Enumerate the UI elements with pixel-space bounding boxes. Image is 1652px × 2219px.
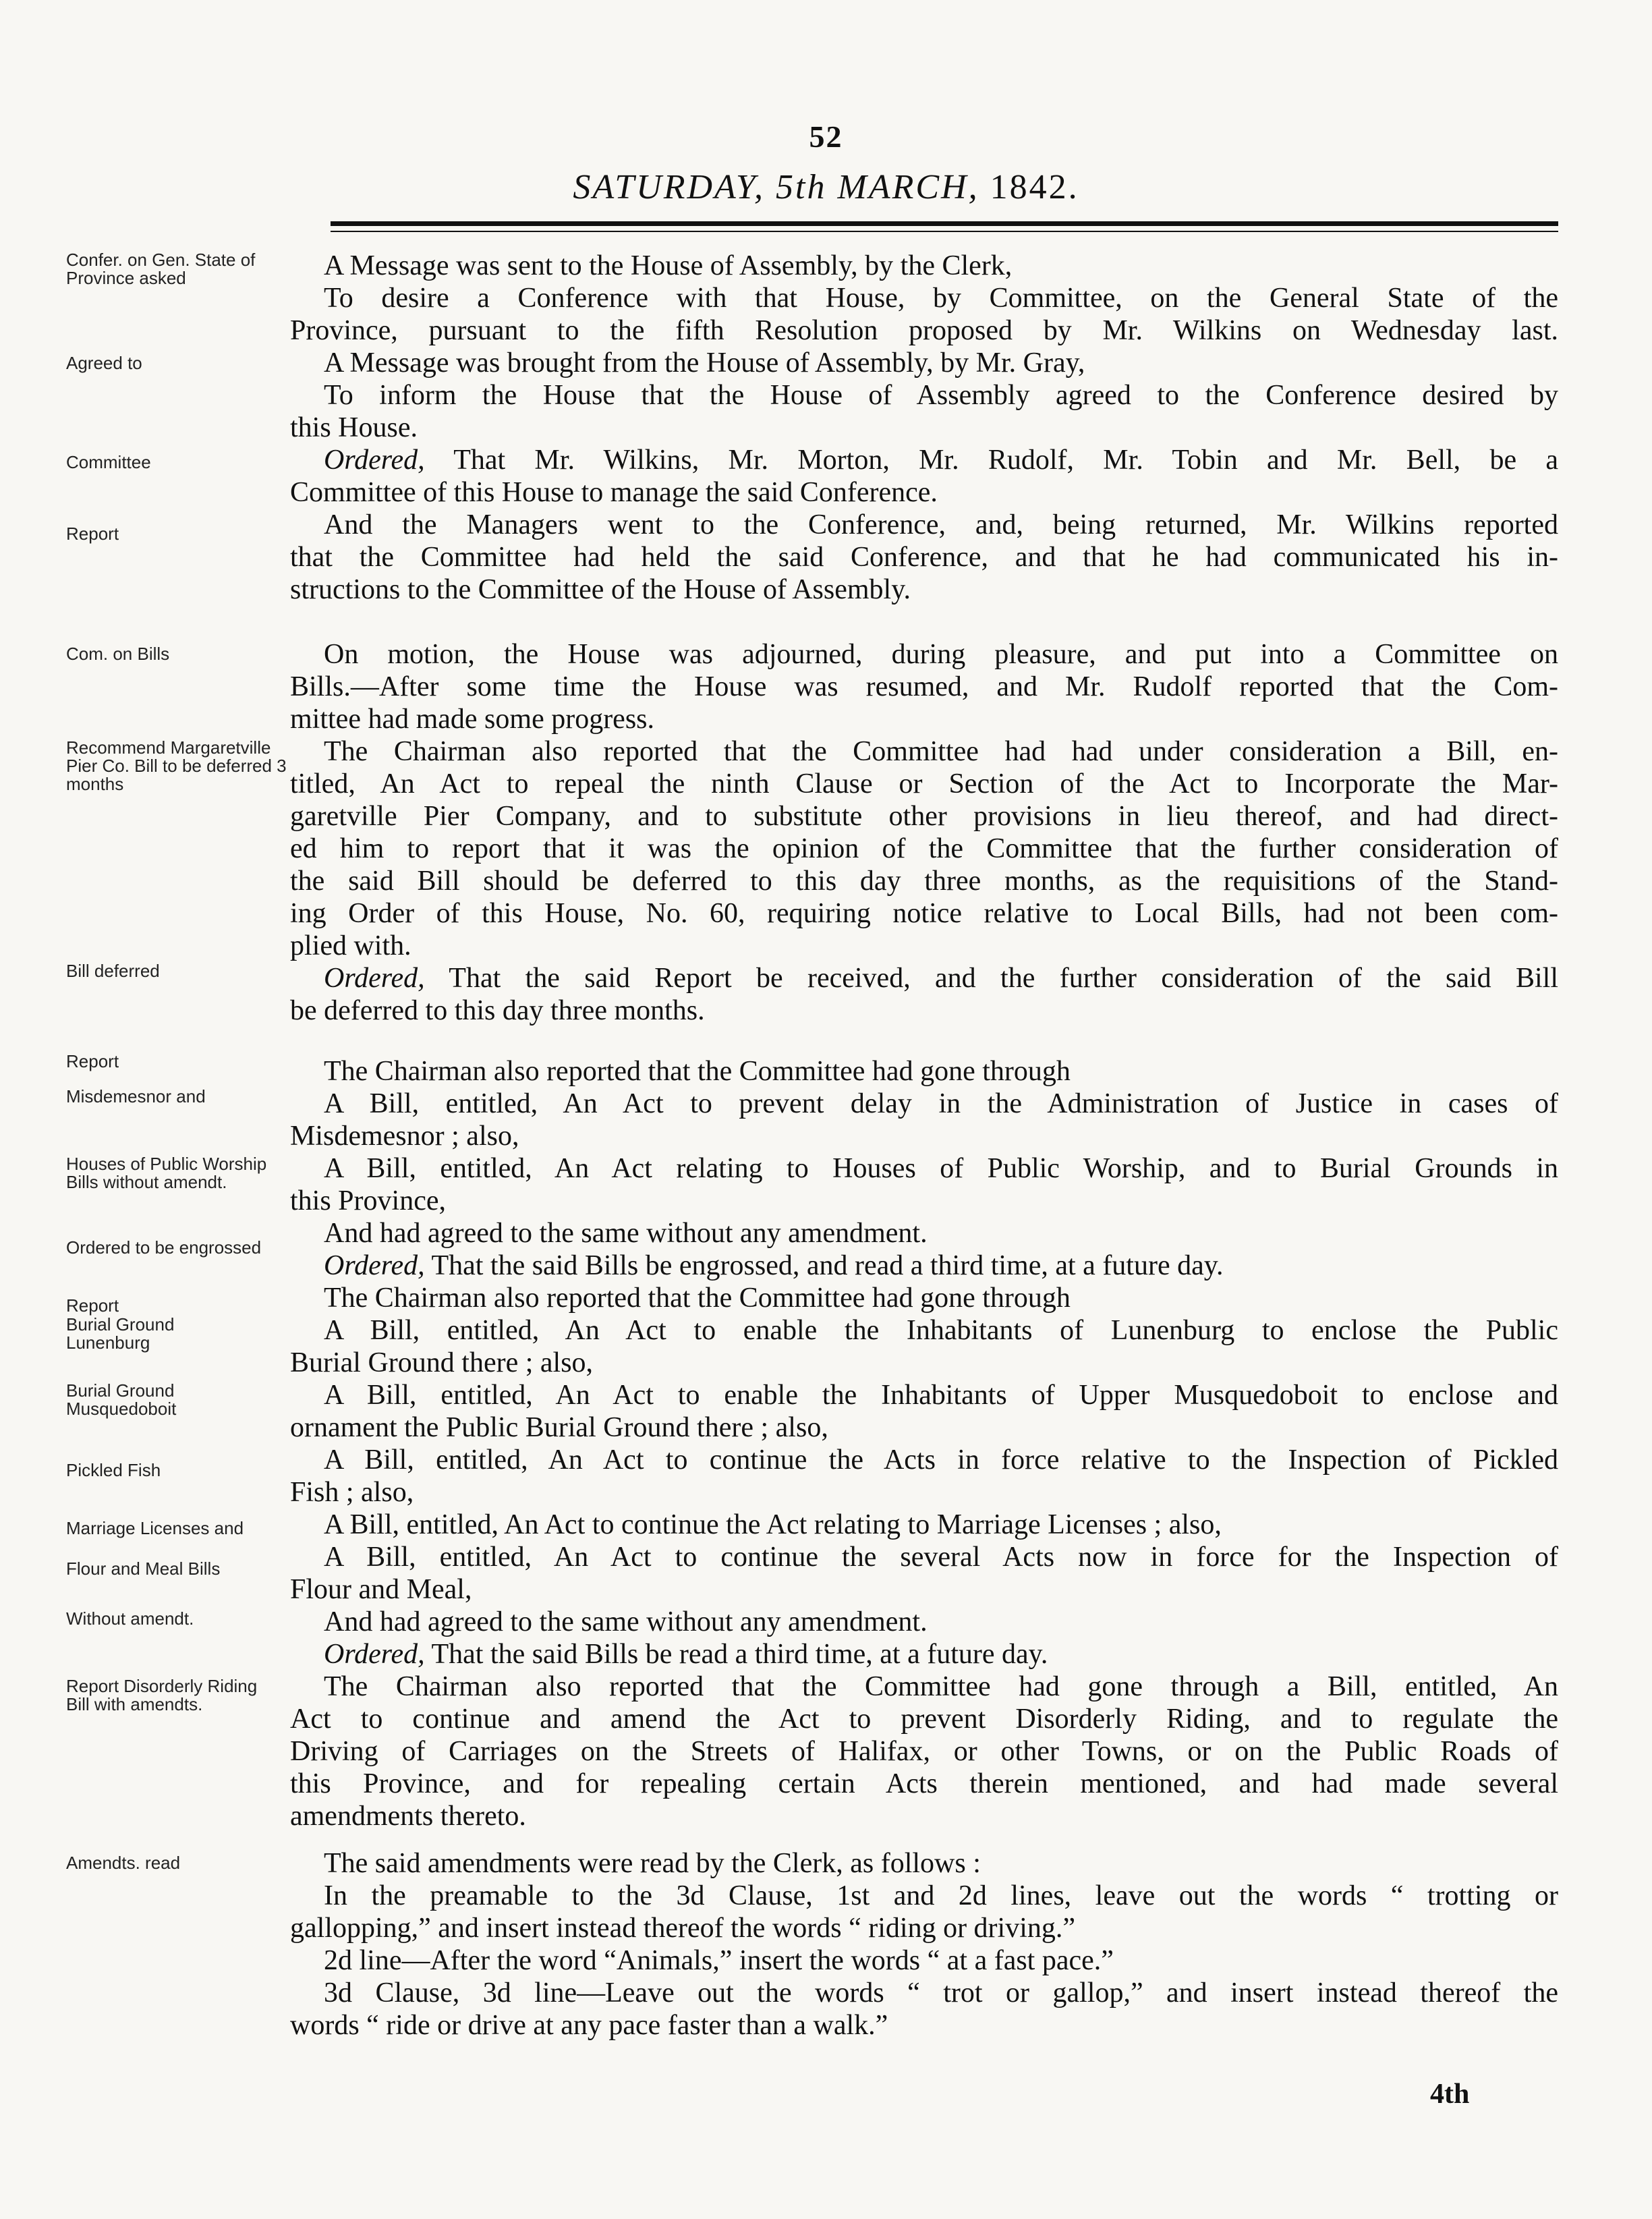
margin-note: Pickled Fish [66,1460,161,1480]
text-line: A Bill, entitled, An Act to prevent delay in the Administration of Justice in cases of [324,1088,1558,1119]
text-line: A Message was sent to the House of Assembly, by the Clerk, [324,250,1013,281]
text-line: In the preamable to the 3d Clause, 1st and 2d lines, leave out the words “ trotting or [324,1880,1558,1911]
margin-note: Amendts. read [66,1853,181,1873]
text-line: The said amendments were read by the Clerk, as follows : [324,1848,981,1879]
text-line: Committee of this House to manage the said Conference. [290,477,938,508]
text-line: Province, pursuant to the fifth Resolution proposed by Mr. Wilkins on Wednesday last. [290,315,1558,346]
date-text: SATURDAY, 5th MARCH, [573,168,979,206]
text-line: garetville Pier Company, and to substitute other provisions in lieu thereof, and had direct- [290,801,1558,832]
date-year: 1842. [990,168,1079,206]
text-line: To inform the House that the House of Assembly agreed to the Conference desired by [324,380,1558,411]
text-line: Driving of Carriages on the Streets of Halifax, or other Towns, or on the Public Roads of [290,1736,1558,1767]
ordered-lead: Ordered, [324,445,425,476]
text-line [290,963,1558,993]
text-line: And the Managers went to the Conference, and, being returned, Mr. Wilkins reported [324,509,1558,540]
text-line: that the Committee had held the said Conference, and that he had communicated his in- [290,542,1558,573]
text-line: ornament the Public Burial Ground there ; also, [290,1412,828,1443]
text-line: A Bill, entitled, An Act to enable the Inhabitants of Lunenburg to enclose the Public [324,1315,1558,1346]
text-span: That Mr. Wilkins, Mr. Morton, Mr. Rudolf, Mr. Tobin and Mr. Bell, be a [453,445,1558,476]
text-line: Fish ; also, [290,1477,414,1508]
text-line: Act to continue and amend the Act to prevent Disorderly Riding, and to regulate the [290,1704,1558,1735]
text-line: ing Order of this House, No. 60, requiring notice relative to Local Bills, had not been com- [290,898,1558,929]
text-line: be deferred to this day three months. [290,995,705,1026]
margin-note: Report [66,524,119,544]
text-line: The Chairman also reported that the Committee had gone through [324,1283,1071,1314]
margin-note: Report [66,1051,119,1071]
catchword: 4th [1430,2079,1470,2110]
text-line: Flour and Meal, [290,1574,472,1605]
text-line: To desire a Conference with that House, by Committee, on the General State of the [324,283,1558,314]
text-line: Burial Ground there ; also, [290,1347,594,1378]
text-line: The Chairman also reported that the Committee had gone through [324,1056,1071,1087]
text-line: A Bill, entitled, An Act to continue the Acts in force relative to the Inspection of Pickled [324,1444,1558,1476]
text-span: That the said Bills be engrossed, and read a third time, at a future day. [431,1250,1224,1281]
margin-note: Marriage Licenses and [66,1518,244,1538]
text-line: A Bill, entitled, An Act to continue the several Acts now in force for the Inspection of [324,1542,1558,1573]
text-line: mittee had made some progress. [290,704,655,735]
text-line: A Bill, entitled, An Act to continue the Act relating to Marriage Licenses ; also, [324,1509,1222,1540]
text-line: On motion, the House was adjourned, during pleasure, and put into a Committee on [324,639,1558,670]
margin-note: Burial Ground Lunenburg [66,1314,175,1353]
text-line: this Province, [290,1185,446,1216]
ordered-lead: Ordered, [324,1250,425,1281]
text-line: gallopping,” and insert instead thereof the words “ riding or driving.” [290,1913,1076,1944]
text-line [290,1251,1558,1281]
page-date [0,167,1652,207]
text-line: amendments thereto. [290,1801,526,1832]
margin-note: Misdemesnor and [66,1086,206,1106]
margin-note: Agreed to [66,353,142,373]
header-rule-thick [331,221,1558,226]
margin-note: Report Disorderly Riding Bill with amendts. [66,1676,258,1714]
margin-note: Houses of Public Worship Bills without amendt. [66,1154,267,1192]
text-line: A Message was brought from the House of Assembly, by Mr. Gray, [324,347,1085,378]
text-line: The Chairman also reported that the Committee had gone through a Bill, entitled, An [324,1671,1558,1702]
text-line: this Province, and for repealing certain Acts therein mentioned, and had made several [290,1768,1558,1799]
text-line: titled, An Act to repeal the ninth Clause or Section of the Act to Incorporate the Mar- [290,768,1558,799]
text-line: And had agreed to the same without any amendment. [324,1218,928,1249]
margin-note: Burial Ground Musquedoboit [66,1380,177,1419]
margin-note: Without amendt. [66,1608,194,1629]
page-number: 52 [809,119,843,154]
text-line [290,445,1558,475]
text-line: structions to the Committee of the House of Assembly. [290,574,911,605]
margin-note: Report [66,1295,119,1316]
text-line: plied with. [290,930,411,961]
text-line: 3d Clause, 3d line—Leave out the words “ trot or gallop,” and insert instead thereof the [324,1977,1558,2009]
text-line: Bills.—After some time the House was resumed, and Mr. Rudolf reported that the Com- [290,671,1558,702]
text-line: the said Bill should be deferred to this day three months, as the requisitions of the Stand- [290,866,1558,897]
text-line: words “ ride or drive at any pace faster than a walk.” [290,2010,888,2041]
margin-note: Recommend Margaretville Pier Co. Bill to be deferred 3 months [66,737,287,794]
margin-note: Committee [66,452,151,472]
header-rule-thin [331,231,1558,232]
margin-note: Ordered to be engrossed [66,1237,262,1258]
text-line: A Bill, entitled, An Act to enable the Inhabitants of Upper Musquedoboit to enclose and [324,1380,1558,1411]
text-line: this House. [290,412,418,443]
ordered-lead: Ordered, [324,1639,425,1670]
text-line: The Chairman also reported that the Committee had had under consideration a Bill, en- [324,736,1558,767]
margin-note: Com. on Bills [66,644,170,664]
margin-note: Flour and Meal Bills [66,1558,221,1579]
text-line: A Bill, entitled, An Act relating to Houses of Public Worship, and to Burial Grounds in [324,1153,1558,1184]
text-span: That the said Report be received, and the further consideration of the said Bill [449,963,1559,994]
margin-note: Bill deferred [66,961,160,981]
margin-note: Confer. on Gen. State of Province asked [66,250,256,288]
text-line [290,1639,1558,1669]
text-line: And had agreed to the same without any amendment. [324,1606,928,1637]
text-line: ed him to report that it was the opinion of the Committee that the further consideration of [290,833,1558,864]
text-line: Misdemesnor ; also, [290,1121,519,1152]
ordered-lead: Ordered, [324,963,425,994]
text-line: 2d line—After the word “Animals,” insert the words “ at a fast pace.” [324,1945,1114,1976]
text-span: That the said Bills be read a third time, at a future day. [431,1639,1048,1670]
